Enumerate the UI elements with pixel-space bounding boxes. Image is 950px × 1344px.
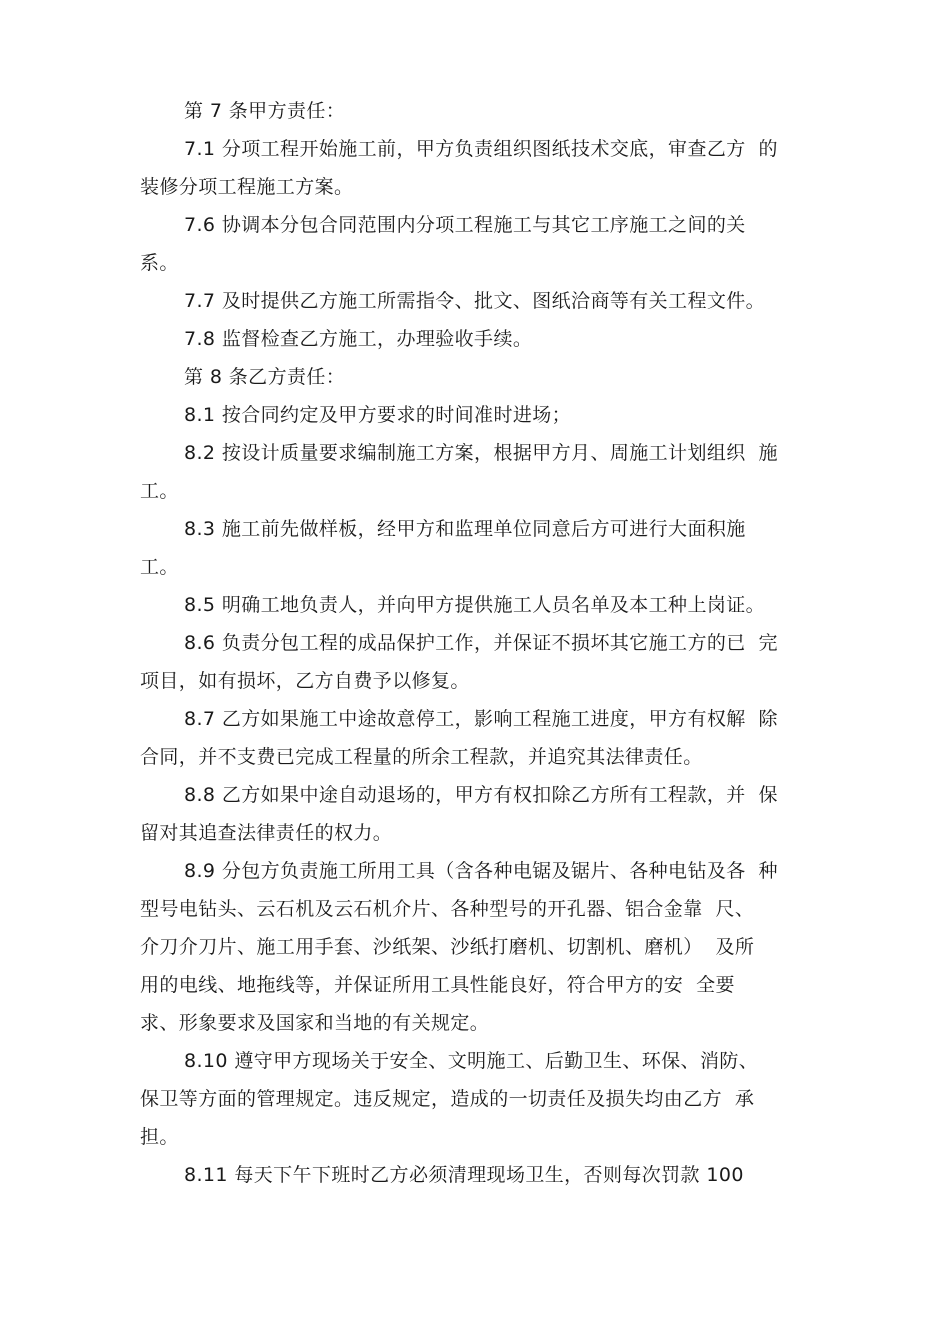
clause-8-5: 8.5 明确工地负责人，并向甲方提供施工人员名单及本工种上岗证。 — [184, 594, 766, 616]
clause-8-3-cont: 工。 — [140, 556, 179, 578]
clause-8-9-cont-3: 用的电线、地拖线等，并保证所用工具性能良好，符合甲方的安 全要 — [140, 974, 735, 996]
clause-8-1: 8.1 按合同约定及甲方要求的时间准时进场； — [184, 404, 572, 426]
clause-8-8: 8.8 乙方如果中途自动退场的，甲方有权扣除乙方所有工程款，并 保 — [184, 784, 778, 806]
clause-8-9-cont-1: 型号电钻头、云石机及云石机介片、各种型号的开孔器、铝合金靠 尺、 — [140, 898, 755, 920]
clause-8-2-cont: 工。 — [140, 480, 179, 502]
clause-8-10-cont-2: 担。 — [140, 1126, 179, 1148]
clause-8-9-cont-2: 介刀介刀片、施工用手套、沙纸架、沙纸打磨机、切割机、磨机） 及所 — [140, 936, 755, 958]
clause-7-1: 7.1 分项工程开始施工前，甲方负责组织图纸技术交底，审查乙方 的 — [184, 138, 778, 160]
document-body — [140, 92, 840, 1194]
section-heading-7: 第 7 条甲方责任： — [184, 100, 346, 122]
clause-8-10-cont-1: 保卫等方面的管理规定。违反规定，造成的一切责任及损失均由乙方 承 — [140, 1088, 755, 1110]
clause-8-9: 8.9 分包方负责施工所用工具（含各种电锯及锯片、各种电钻及各 种 — [184, 860, 778, 882]
clause-8-6: 8.6 负责分包工程的成品保护工作，并保证不损坏其它施工方的已 完 — [184, 632, 778, 654]
clause-8-11: 8.11 每天下午下班时乙方必须清理现场卫生，否则每次罚款 100 — [184, 1164, 744, 1186]
clause-8-8-cont: 留对其追查法律责任的权力。 — [140, 822, 393, 844]
clause-8-6-cont: 项目，如有损坏，乙方自费予以修复。 — [140, 670, 470, 692]
clause-7-7: 7.7 及时提供乙方施工所需指令、批文、图纸洽商等有关工程文件。 — [184, 290, 766, 312]
clause-7-8: 7.8 监督检查乙方施工，办理验收手续。 — [184, 328, 533, 350]
clause-7-6-cont: 系。 — [140, 252, 179, 274]
clause-8-10: 8.10 遵守甲方现场关于安全、文明施工、后勤卫生、环保、消防、 — [184, 1050, 759, 1072]
clause-7-6: 7.6 协调本分包合同范围内分项工程施工与其它工序施工之间的关 — [184, 214, 746, 236]
clause-8-2: 8.2 按设计质量要求编制施工方案，根据甲方月、周施工计划组织 施 — [184, 442, 778, 464]
clause-8-7: 8.7 乙方如果施工中途故意停工，影响工程施工进度，甲方有权解 除 — [184, 708, 778, 730]
clause-8-3: 8.3 施工前先做样板，经甲方和监理单位同意后方可进行大面积施 — [184, 518, 746, 540]
section-heading-8: 第 8 条乙方责任： — [184, 366, 346, 388]
clause-8-9-cont-4: 求、形象要求及国家和当地的有关规定。 — [140, 1012, 490, 1034]
clause-8-7-cont: 合同，并不支费已完成工程量的所余工程款，并追究其法律责任。 — [140, 746, 703, 768]
clause-7-1-cont: 装修分项工程施工方案。 — [140, 176, 354, 198]
